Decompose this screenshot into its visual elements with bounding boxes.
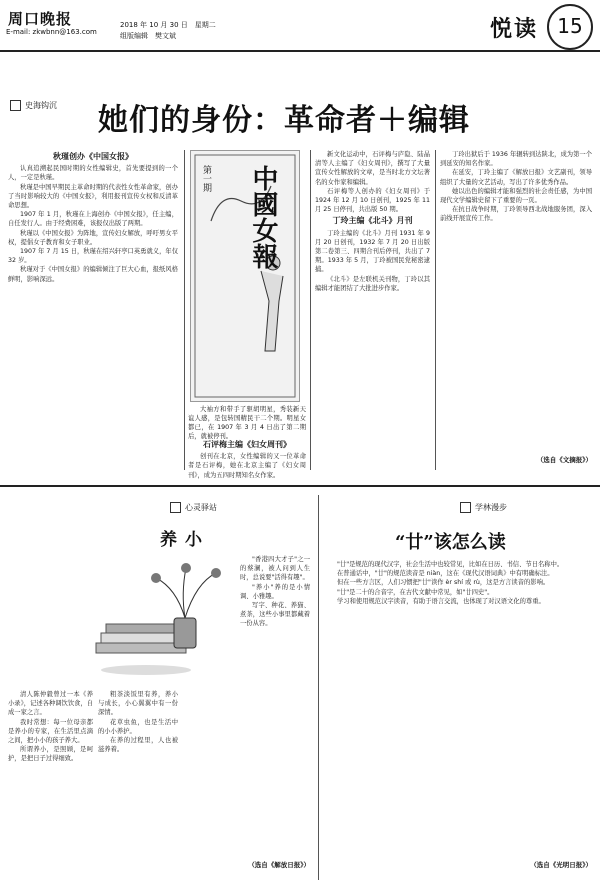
- bottom-right-para: "廿"是二十的合音字，在古代文献中常见，如"廿四史"。: [337, 588, 494, 596]
- bottom-left-para: 写字、种花、养猫、煮茶，这些小事里都藏着一份从容。: [240, 602, 310, 628]
- bottom-left-para: 花草虫鱼，也是生活中的小小养护。: [98, 718, 178, 735]
- top-col3-para: 丁玲主编的《北斗》月刊 1931 年 9 月 20 日创刊，1932 年 7 月 20 日出版第二卷第三、四期合刊后停刊，共出了 7 期。1933 年 5 月，丁玲被国民党秘密逮捕。: [315, 229, 430, 274]
- top-col4-para: 在延安，丁玲主编了《解放日报》文艺副刊，领导组织了大量的文艺活动，写出了许多优秀作品。: [440, 169, 592, 186]
- masthead-editors: 组版编辑 樊文斌: [120, 32, 176, 40]
- poster-title: 中國女報: [248, 165, 278, 269]
- section-divider: [0, 485, 600, 487]
- page-number: 15: [547, 4, 593, 50]
- poster-caption: 大袖方和带手了驱胡明星，秀装新天谊人感，是包转国精民干二个期。明星女都已，在 1907 年 3 月 4 日出了第二期后，就被停刊。: [188, 406, 306, 440]
- top-col1-para: 1907 年 7 月 15 日，秋瑾在绍兴轩亭口英勇就义，年仅 32 岁。: [8, 248, 178, 265]
- bottom-left-kicker-label: 心灵驿站: [185, 503, 217, 512]
- subhead-1: 秋瑾创办《中国女报》: [53, 152, 133, 161]
- column-divider: [310, 150, 311, 470]
- column-divider: [318, 495, 319, 880]
- top-col3-para: 新文化运动中，石评梅与庐隐、陆晶清等人主编了《妇女周刊》，撰写了大量宣传女性解放的文章，是当时北方文坛著名的女作家和编辑。: [315, 151, 430, 186]
- column-divider: [435, 150, 436, 470]
- top-col1-para: 1907 年 1 月，秋瑾在上海创办《中国女报》，任主编，自任发行人。由于经费困难，该报仅出版了两期。: [8, 211, 178, 228]
- bottom-right-column: [325, 560, 593, 606]
- top-col2-para: 创刊在北京，女性编辑的又一位革命者是石评梅，她在北京主编了《妇女周刊》，成为五四时期知名女作家。: [188, 453, 306, 479]
- kicker-box-icon: [460, 502, 471, 513]
- bottom-right-para: 但在一些方言区，人们习惯把"廿"读作 èr shí 或 rù，这是方言读音的影响。: [337, 579, 550, 587]
- top-col3-para: 《北斗》是左联机关刊物，丁玲以其编辑才能团结了大批进步作家。: [315, 275, 430, 292]
- top-column-1: [8, 150, 178, 284]
- bottom-left-para: 所谓养小，是照顾，是呵护，是把日子过得细致。: [8, 746, 93, 763]
- top-col4-para: 丁玲出狱后于 1936 年辗转到达陕北，成为第一个到延安的知名作家。: [440, 151, 592, 168]
- top-column-2: [188, 438, 306, 480]
- top-col1-para: 秋瑾对于《中国女报》的编辑倾注了巨大心血，报纸风格鲜明，影响深远。: [8, 266, 178, 283]
- subhead-3: 丁玲主编《北斗》月刊: [332, 216, 413, 226]
- top-col1-para: 秋瑾以《中国女报》为阵地，宣传妇女解放，呼吁男女平权，提倡女子教育和女子职业。: [8, 229, 178, 246]
- top-col1-para: 秋瑾是中国早期民主革命时期的代表性女性革命家，创办了当时影响较大的《中国女报》，利用报刊宣传女权和反清革命思想。: [8, 183, 178, 210]
- bottom-left-para: 粗茶淡饭里有养，养小与成长，小心翼翼中有一份深情。: [98, 691, 178, 717]
- bottom-left-para: 在养的过程里，人也被滋养着。: [98, 737, 178, 754]
- top-source: （选自《文摘报》）: [536, 456, 592, 464]
- subhead-2: 石评梅主编《妇女周刊》: [203, 440, 291, 449]
- top-col4-para: 在抗日战争时期，丁玲领导西北战地服务团，深入前线开展宣传工作。: [440, 206, 592, 223]
- bottom-left-title: 养小: [160, 530, 210, 550]
- top-column-4: [440, 150, 592, 224]
- bottom-left-column-2: [98, 690, 178, 754]
- still-life-illustration: [86, 548, 236, 688]
- column-divider: [184, 150, 185, 470]
- kicker-box-icon: [10, 100, 21, 111]
- bottom-left-kicker: [170, 502, 217, 513]
- bottom-right-para: 在普通话中，"廿"的规范读音是 niàn，这在《现代汉语词典》中有明确标注。: [337, 570, 554, 578]
- masthead-email: E-mail: zkwbnn@163.com: [6, 28, 97, 36]
- top-col4-para: 她以出色的编辑才能和强烈的社会责任感，为中国现代文学编辑史留下了重要的一页。: [440, 187, 592, 205]
- bottom-left-column-3: [240, 555, 310, 629]
- still-life-drawing: [86, 548, 236, 688]
- bottom-right-title: “廿”该怎么读: [395, 532, 506, 553]
- bottom-left-column-1: [8, 690, 93, 764]
- top-col1-para: 认真追溯起民国时期的女性编辑史，首先要提到的一个人，一定是秋瑾。: [8, 165, 178, 182]
- section-name: 悦读: [490, 16, 539, 42]
- bottom-left-para: 清人陈仲毅曾过一本《养小录》，记述各种调饮饮食，自成一家之言。: [8, 691, 94, 717]
- top-column-3: [315, 150, 430, 293]
- bottom-left-para: "香港四大才子"之一的蔡澜，被人问到人生时，总说要"活得有趣"。: [240, 556, 310, 582]
- top-kicker: [10, 100, 57, 111]
- bottom-right-para: "廿"是规范的现代汉字，社会生活中也较常见，比如在日历、书信、节日名称中。: [337, 561, 564, 568]
- top-headline: 她们的身份：革命者＋编辑: [98, 103, 470, 138]
- kicker-box-icon: [170, 502, 181, 513]
- top-col3-para: 石评梅等人创办的《妇女周刊》于 1924 年 12 月 10 日创刊，1925 年 11 月 25 日停刊，共出版 50 期。: [315, 187, 430, 214]
- masthead-date: 2018 年 10 月 30 日 星期二: [120, 21, 216, 29]
- poster-side-text: 第一期: [201, 165, 211, 192]
- top-kicker-label: 史海钩沉: [25, 101, 57, 110]
- bottom-left-source: （选自《解放日报》）: [248, 861, 310, 869]
- newspaper-logo: 周口晚报: [8, 10, 73, 28]
- bottom-left-para: 我时常想：每一位母亲都是养小的专家，在生活里点滴之间，把小小的孩子养大。: [8, 718, 93, 745]
- bottom-right-kicker: [460, 502, 507, 513]
- bottom-right-source: （选自《光明日报》）: [530, 861, 592, 869]
- bottom-right-kicker-label: 学林漫步: [475, 503, 507, 512]
- bottom-left-para: "养小"养的是小情调、小雅趣。: [240, 583, 310, 600]
- bottom-right-para: 学习和使用规范汉字读音，有助于语言交流，也体现了对汉语文化的尊重。: [337, 597, 545, 605]
